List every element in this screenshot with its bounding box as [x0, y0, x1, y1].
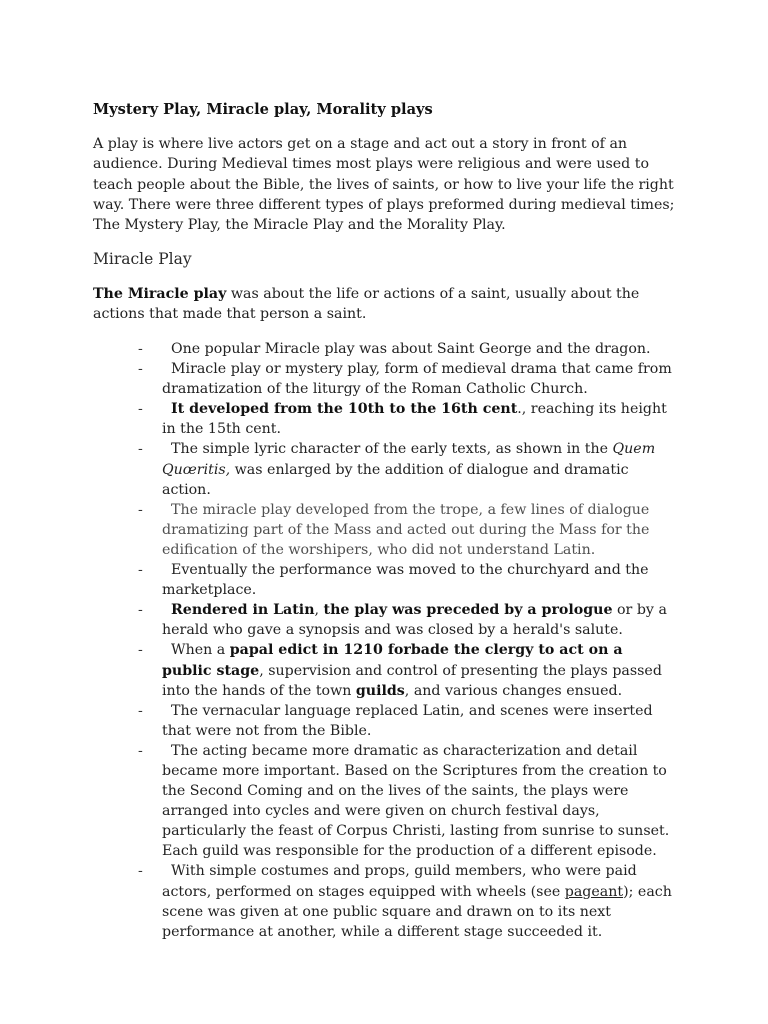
list-item-text: The miracle play developed from the trope, a few lines of dialogue dramatizing part of the Mass and acted out during the Mass for the edification of the worshipers, who did not understand Latin.	[162, 501, 650, 558]
list-item	[138, 500, 673, 560]
bullet-dash: -	[138, 742, 143, 759]
list-item	[138, 359, 673, 399]
list-item-text	[162, 399, 673, 439]
list-item-text-part: , supervision and control of presenting the plays passed into the hands of the town	[162, 662, 662, 699]
bullet-dash: -	[138, 401, 143, 418]
bullet-dash: -	[138, 341, 143, 357]
intro-paragraph: A play is where live actors get on a stage and act out a story in front of an audience. During Medieval times most plays were religious and were used to teach people about the Bible, the lives of saints, or how to live your life the right way. There were three different types of plays preformed during medieval times; The Mystery Play, the Miracle Play and the Morality Play.	[93, 136, 675, 234]
list-item	[138, 560, 673, 600]
pageant-link[interactable]: pageant	[564, 883, 624, 900]
bullet-dash: -	[138, 863, 143, 880]
lead-bold-term: The Miracle play	[93, 286, 227, 302]
list-item-text-part: ); each scene was given at one public square and drawn on to its next performance at another, while a different stage succeeded it.	[162, 883, 672, 940]
list-item	[138, 339, 673, 359]
bold-phrase: the play was preceded by a prologue	[323, 602, 613, 619]
section-heading: Miracle Play	[93, 250, 192, 268]
bold-phrase: papal edict in 1210 forbade the clergy to act on a public stage	[162, 642, 623, 679]
list-item-text	[162, 600, 673, 640]
list-item-text-part: ,	[314, 602, 324, 619]
list-item	[138, 399, 673, 439]
list-item-text-part: With simple costumes and props, guild members, who were paid actors, performed on stages equipped with wheels (see	[162, 863, 637, 900]
list-item-text	[162, 640, 673, 700]
bullet-dash: -	[138, 441, 143, 458]
list-item	[138, 861, 673, 941]
lead-text: was about the life or actions of a saint, usually about the actions that made that person a saint.	[93, 286, 640, 323]
list-item	[138, 600, 673, 640]
bullet-dash: -	[138, 702, 143, 719]
list-item-text: Eventually the performance was moved to the churchyard and the marketplace.	[162, 562, 649, 599]
bullet-dash: -	[138, 562, 143, 579]
document-title: Mystery Play, Miracle play, Morality plays	[93, 101, 433, 118]
list-item-text-part: , and various changes ensued.	[404, 682, 623, 699]
bold-phrase: Rendered in Latin	[171, 602, 315, 619]
bullet-dash: -	[138, 361, 143, 378]
list-item-text: The acting became more dramatic as characterization and detail became more important. Based on the Scriptures from the creation to the Second Coming and on the lives of the saints, the plays were arranged into cycles and were given on church festival days, particularly the feast of Corpus Christi, lasting from sunrise to sunset. Each guild was responsible for the production of a different episode.	[162, 742, 670, 860]
italic-title: Quem Quœritis,	[162, 441, 656, 478]
list-item-text: The vernacular language replaced Latin, and scenes were inserted that were not from the Bible.	[162, 702, 653, 739]
bullet-dash: -	[138, 501, 143, 518]
list-item	[138, 701, 673, 741]
list-item	[138, 741, 673, 862]
list-item	[138, 640, 673, 700]
bullet-list	[138, 339, 673, 942]
bullet-dash: -	[138, 602, 143, 619]
list-item-text	[162, 439, 673, 499]
bold-phrase: It developed from the 10th to the 16th cent	[171, 401, 518, 418]
bold-phrase: guilds	[355, 682, 405, 699]
list-item-text-part: The simple lyric character of the early texts, as shown in the	[171, 441, 613, 458]
list-item	[138, 439, 673, 499]
list-item-text-part: was enlarged by the addition of dialogue and dramatic action.	[162, 461, 629, 498]
list-item-text-part: When a	[171, 642, 230, 659]
lead-paragraph	[93, 284, 685, 325]
list-item-text-part: ., reaching its height in the 15th cent.	[162, 401, 667, 438]
list-item-text-part: or by a herald who gave a synopsis and was closed by a herald's salute.	[162, 602, 667, 639]
list-item-text: One popular Miracle play was about Saint George and the dragon.	[171, 341, 651, 357]
list-item-text: Miracle play or mystery play, form of medieval drama that came from dramatization of the liturgy of the Roman Catholic Church.	[162, 361, 672, 398]
list-item-text	[162, 861, 673, 941]
bullet-dash: -	[138, 642, 143, 659]
